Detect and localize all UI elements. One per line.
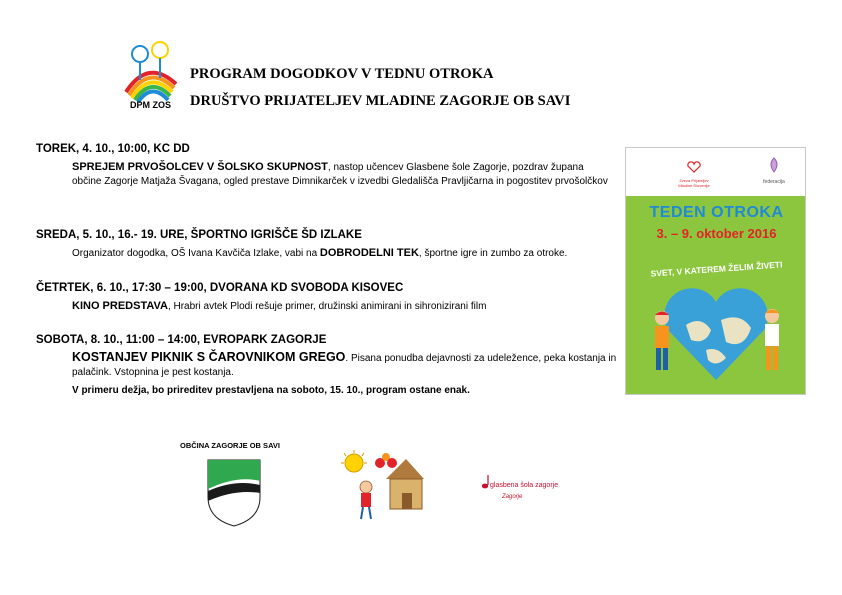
federacija-icon (767, 156, 781, 174)
poster-title: TEDEN OTROKA (649, 204, 784, 221)
federacija-logo-text: federacija (763, 179, 785, 185)
teden-otroka-poster (625, 147, 806, 395)
event-3-date: ČETRTEK, 6. 10., 17:30 – 19:00, DVORANA KD SVOBODA KISOVEC (36, 282, 404, 294)
event-2-text: , športne igre in zumbo za otroke. (418, 248, 568, 259)
music-school-logo (480, 472, 580, 512)
event-1-date: TOREK, 4. 10., 10:00, KC DD (36, 143, 190, 155)
zpms-logo-text: Zveza Prijateljev Mladine Slovenije (678, 178, 710, 188)
event-4-highlight: KOSTANJEV PIKNIK S ČAROVNIKOM GREGO (72, 350, 346, 364)
heart-icon (687, 161, 701, 173)
event-2-text-before: Organizator dogodka, OŠ Ivana Kavčiča Izlake, vabi na (72, 248, 320, 259)
event-4-text: . Pisana ponudba dejavnosti za udeležence, peka kostanja in palačink. Vstopnina je pest kostanja. (72, 353, 617, 378)
event-1-highlight: SPREJEM PRVOŠOLCEV V ŠOLSKO SKUPNOST (72, 161, 328, 173)
event-3-text: , Hrabri avtek Plodi rešuje primer, družinski animirani in sihronizirani film (167, 301, 487, 312)
page-title: PROGRAM DOGODKOV V TEDNU OTROKA (190, 66, 494, 82)
music-school-sub: Zagorje (502, 494, 523, 500)
event-2-date: SREDA, 5. 10., 16.- 19. URE, ŠPORTNO IGRIŠČE ŠD IZLAKE (36, 229, 362, 241)
event-4-description (72, 350, 617, 380)
poster-slogan: SVET, V KATEREM ŽELIM ŽIVETI (650, 259, 783, 279)
event-2-highlight: DOBRODELNI TEK (319, 247, 419, 259)
municipality-label: OBČINA ZAGORJE OB SAVI (180, 441, 281, 450)
dpm-zos-logo (118, 40, 184, 112)
federacija-logo (754, 156, 794, 185)
poster-dates: 3. – 9. oktober 2016 (656, 226, 777, 241)
event-4-date: SOBOTA, 8. 10., 11:00 – 14:00, EVROPARK ZAGORJE (36, 334, 327, 346)
child-right-illustration (756, 306, 788, 378)
child-left-illustration (646, 308, 678, 378)
organisation-title: DRUŠTVO PRIJATELJEV MLADINE ZAGORJE OB SAVI (190, 93, 571, 109)
event-3-highlight: KINO PREDSTAVA (72, 300, 168, 312)
event-1-text: , nastop učencev Glasbene šole Zagorje, pozdrav župana občine Zagorje Matjaža Švagana, ogled prestave Dimnikarček v izvedbi Gledališča Pravljičarna in pogostitev prvošolčkov (72, 162, 608, 187)
zpms-logo (674, 160, 714, 188)
event-1-description (72, 160, 612, 189)
event-2-description (72, 246, 617, 261)
children-drawing-logo (336, 449, 426, 521)
logo-text: DPM ZOS (130, 100, 172, 110)
event-3-description (72, 299, 612, 314)
event-4-note: V primeru dežja, bo prireditev prestavljena na soboto, 15. 10., program ostane enak. (72, 385, 470, 396)
music-school-name: glasbena šola zagorje (490, 482, 559, 489)
municipality-coat-of-arms (207, 459, 261, 527)
